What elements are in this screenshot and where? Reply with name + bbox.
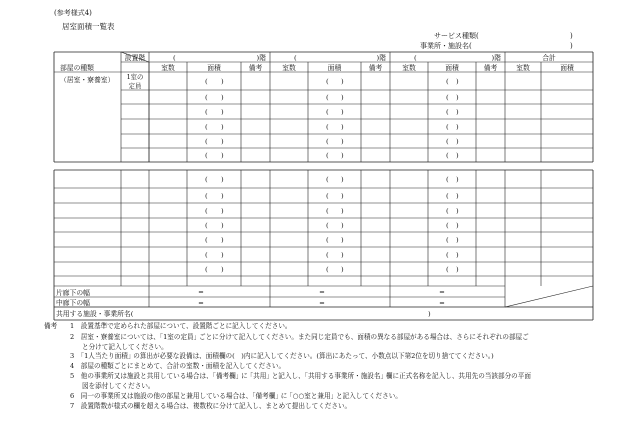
per-person-area-open: ( — [446, 151, 449, 160]
per-person-area-open: ( — [326, 137, 329, 146]
remarks-column-header: 備考 — [248, 64, 263, 72]
per-person-area-close: ) — [341, 108, 344, 116]
per-person-area-close: ) — [456, 192, 459, 200]
shared-facility-close: ) — [428, 310, 431, 318]
per-person-area-close: ) — [221, 221, 224, 230]
note-line: 4 部屋の種類ごとにまとめて、合計の室数・面積を記入してください。 — [70, 362, 286, 370]
rooms-column-header: 室数 — [161, 64, 175, 72]
corridor-equals: = — [319, 299, 325, 307]
corridor-equals: = — [198, 299, 204, 307]
note-line: 7 設置階数が様式の欄を超える場合は、複数枚に分けて記入し、まとめて提出してください。 — [70, 402, 352, 410]
note-line: と分けて記入してください。 — [82, 343, 168, 351]
corridor-equals: = — [319, 288, 325, 296]
per-person-area-open: ( — [446, 221, 449, 230]
per-person-area-close: ) — [456, 251, 459, 259]
per-person-area-open: ( — [446, 77, 449, 86]
per-person-area-close: ) — [221, 151, 224, 160]
per-person-area-open: ( — [205, 123, 208, 131]
per-person-area-open: ( — [205, 77, 208, 86]
per-person-area-close: ) — [221, 108, 224, 116]
room-type-example: （居室・寮養室） — [60, 76, 115, 84]
per-person-area-close: ) — [456, 236, 459, 244]
corridor-diagonal-line — [505, 286, 593, 307]
per-person-area-open: ( — [326, 221, 329, 230]
facility-name-label: 事業所・施設名( — [420, 42, 472, 50]
per-person-area-close: ) — [341, 151, 344, 160]
facility-name-close: ) — [570, 42, 573, 50]
corridor-equals: = — [198, 288, 204, 296]
per-person-area-close: ) — [221, 137, 224, 146]
per-person-area-open: ( — [326, 192, 329, 200]
note-line: 2 居室・寮養室については、｢1室の定員｣ ごとに分けて記入してください。また同じ定員でも、面積の異なる部屋がある場合は、さらにそれぞれの部屋ご — [70, 333, 529, 341]
service-type-label: サービス種類( — [434, 32, 479, 40]
per-person-area-open: ( — [446, 207, 449, 215]
per-person-area-close: ) — [341, 93, 344, 102]
per-person-area-close: ) — [341, 221, 344, 230]
per-person-area-open: ( — [205, 175, 208, 184]
per-person-area-close: ) — [456, 93, 459, 102]
floor-open-paren: ( — [414, 54, 417, 62]
per-person-area-close: ) — [341, 251, 344, 259]
remarks-column-header: 備考 — [483, 64, 498, 72]
note-line: 6 同一の事業所又は施設の他の部屋と兼用している場合は、｢備考欄｣ に ｢○○室と兼用｣ と記入してください。 — [70, 392, 402, 400]
per-person-area-open: ( — [326, 77, 329, 86]
floor-close-paren: )階 — [256, 54, 266, 62]
rooms-column-header: 室数 — [282, 64, 296, 72]
note-line: 3 ｢1人当たり面積｣ の算出が必要な設備は、面積欄の( )内に記入してください。(算出にあたって、小数点以下第2位を切り捨ててください。) — [70, 352, 494, 360]
per-person-area-open: ( — [326, 207, 329, 215]
per-person-area-close: ) — [456, 221, 459, 230]
per-person-area-close: ) — [221, 93, 224, 102]
area-column-header: 面積 — [327, 64, 342, 72]
per-person-area-close: ) — [341, 123, 344, 131]
per-person-area-close: ) — [341, 192, 344, 200]
per-person-area-open: ( — [326, 151, 329, 160]
per-person-area-open: ( — [205, 151, 208, 160]
per-person-area-close: ) — [341, 77, 344, 86]
floor-close-paren: )階 — [376, 54, 386, 62]
per-person-area-open: ( — [205, 137, 208, 146]
per-person-area-close: ) — [456, 137, 459, 146]
per-person-area-close: ) — [456, 123, 459, 131]
per-person-area-close: ) — [456, 265, 459, 274]
per-person-area-open: ( — [326, 175, 329, 184]
per-person-area-open: ( — [205, 236, 208, 244]
per-person-area-close: ) — [221, 77, 224, 86]
per-person-area-close: ) — [341, 207, 344, 215]
per-person-area-close: ) — [221, 207, 224, 215]
per-person-area-open: ( — [446, 137, 449, 146]
per-person-area-close: ) — [221, 251, 224, 259]
note-line: 5 他の事業所又は施設と共用している場合は、｢備考欄｣ に ｢共用｣ と記入し、｢共用する事業所・施設名｣ 欄に正式名称を記入し、共用先の当該部分の平面 — [70, 372, 531, 380]
per-person-area-open: ( — [446, 236, 449, 244]
per-person-area-close: ) — [456, 77, 459, 86]
per-person-area-close: ) — [221, 192, 224, 200]
shared-facility-label: 共用する施設・事業所名( — [56, 310, 134, 318]
remarks-column-header: 備考 — [368, 64, 383, 72]
per-person-area-close: ) — [456, 207, 459, 215]
total-header: 合計 — [542, 54, 556, 62]
per-person-area-close: ) — [221, 265, 224, 274]
floor-open-paren: ( — [173, 54, 176, 62]
per-person-area-open: ( — [205, 265, 208, 274]
per-person-area-close: ) — [341, 236, 344, 244]
per-person-area-close: ) — [341, 265, 344, 274]
per-person-area-open: ( — [205, 221, 208, 230]
floor-close-paren: )階 — [491, 54, 501, 62]
per-person-area-open: ( — [205, 207, 208, 215]
per-person-area-open: ( — [205, 93, 208, 102]
per-person-area-close: ) — [221, 175, 224, 184]
per-person-area-close: ) — [341, 137, 344, 146]
per-person-area-open: ( — [326, 265, 329, 274]
per-person-area-open: ( — [205, 108, 208, 116]
room-type-header: 部屋の種類 — [60, 64, 94, 72]
per-person-area-open: ( — [446, 123, 449, 131]
per-person-area-open: ( — [446, 108, 449, 116]
total-area-header: 面積 — [560, 64, 574, 72]
per-person-area-open: ( — [446, 192, 449, 200]
form-label: (参考様式4) — [54, 9, 92, 17]
per-person-area-open: ( — [446, 265, 449, 274]
floor-header: 設置階 — [124, 54, 146, 62]
corridor-equals: = — [439, 288, 445, 296]
per-person-area-close: ) — [456, 151, 459, 160]
per-person-area-open: ( — [326, 236, 329, 244]
per-person-area-close: ) — [221, 123, 224, 131]
notes-heading: 備考 — [44, 322, 58, 330]
per-person-area-open: ( — [326, 251, 329, 259]
area-column-header: 面積 — [207, 64, 221, 72]
rooms-column-header: 室数 — [402, 64, 416, 72]
per-person-area-open: ( — [326, 123, 329, 131]
per-person-area-open: ( — [326, 93, 329, 102]
per-person-area-close: ) — [456, 175, 459, 184]
per-person-area-close: ) — [341, 175, 344, 184]
per-person-area-open: ( — [446, 93, 449, 102]
per-person-area-open: ( — [326, 108, 329, 116]
per-person-area-open: ( — [446, 175, 449, 184]
note-line: 図を添付してください。 — [82, 382, 155, 390]
per-person-area-open: ( — [446, 251, 449, 259]
service-type-close: ) — [570, 32, 573, 40]
note-line: 1 設置基準で定められた部屋について、設置階ごとに記入してください。 — [70, 322, 292, 330]
middle-corridor-label: 中廊下の幅 — [56, 299, 90, 307]
per-person-area-close: ) — [221, 236, 224, 244]
form-title: 居室面積一覧表 — [62, 22, 115, 31]
capacity-header-line2: 定員 — [128, 82, 142, 90]
total-rooms-header: 室数 — [516, 64, 530, 72]
per-person-area-open: ( — [205, 251, 208, 259]
per-person-area-open: ( — [205, 192, 208, 200]
per-person-area-close: ) — [456, 108, 459, 116]
one-side-corridor-label: 片廊下の幅 — [56, 289, 90, 297]
floor-open-paren: ( — [294, 54, 297, 62]
capacity-header-line1: 1室の — [126, 73, 144, 81]
corridor-equals: = — [439, 299, 445, 307]
area-column-header: 面積 — [445, 64, 459, 72]
